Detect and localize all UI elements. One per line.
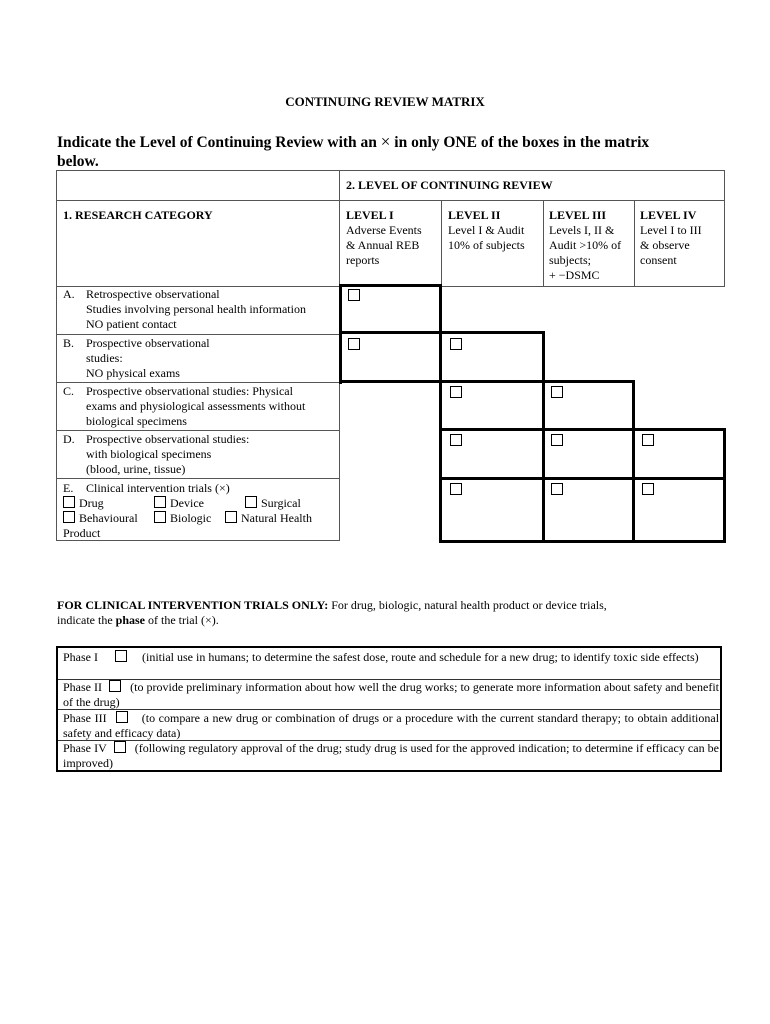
phase-4-desc: (following regulatory approval of the drug; study drug is used for the approved indication; to determine if efficacy can be improved) [63,741,719,770]
trial-type-drug[interactable]: Drug [63,496,104,511]
checkbox-e-level-4[interactable] [642,483,654,495]
checkbox-phase-1[interactable] [115,650,127,662]
checkbox-d-level-2[interactable] [450,434,462,446]
level-header: 2. LEVEL OF CONTINUING REVIEW [346,178,553,192]
checkbox-surgical[interactable] [245,496,257,508]
checkbox-d-level-4[interactable] [642,434,654,446]
level-1-header: LEVEL I Adverse Events & Annual REB reports [346,208,422,267]
instruction [57,132,677,171]
level-4-header: LEVEL IV Level I to III & observe consent [640,208,702,267]
category-a: A. Retrospective observational Studies involving personal health information NO patient contact [63,287,306,331]
checkbox-natural-health[interactable] [225,511,237,523]
checkbox-d-level-3[interactable] [551,434,563,446]
category-d: D. Prospective observational studies: with biological specimens (blood, urine, tissue) [63,432,250,476]
page-title: CONTINUING REVIEW MATRIX [285,94,485,109]
checkbox-b-level-1[interactable] [348,338,360,350]
phase-3-label: Phase III [63,711,107,725]
checkbox-behavioural[interactable] [63,511,75,523]
checkbox-c-level-3[interactable] [551,386,563,398]
category-header: 1. RESEARCH CATEGORY [63,208,213,222]
checkbox-a-level-1[interactable] [348,289,360,301]
phase-2-row [63,680,719,710]
checkbox-b-level-2[interactable] [450,338,462,350]
phase-2-desc: (to provide preliminary information about how well the drug works; to generate more information about safety and benefit of the drug) [63,680,719,709]
trial-type-device[interactable]: Device [154,496,204,511]
trial-type-biologic[interactable]: Biologic [154,511,211,526]
level-3-header: LEVEL III Levels I, II & Audit >10% of subjects; + −DSMC [549,208,622,282]
instruction-part3: below. [57,153,99,170]
phase-1-row [63,650,719,665]
checkbox-device[interactable] [154,496,166,508]
trial-type-surgical[interactable]: Surgical [245,496,301,511]
phase-4-label: Phase IV [63,741,107,755]
clinical-note: FOR CLINICAL INTERVENTION TRIALS ONLY: For drug, biologic, natural health product or device trials, indicate the phase of the trial (×). [57,598,607,627]
trial-type-natural-health[interactable]: Natural Health [225,511,312,526]
checkbox-phase-4[interactable] [114,741,126,753]
phase-4-row [63,741,719,771]
phase-1-label: Phase I [63,650,98,664]
checkbox-e-level-3[interactable] [551,483,563,495]
phase-3-row [63,711,719,741]
phase-1-desc: (initial use in humans; to determine the safest dose, route and schedule for a new drug; to identify toxic side effects) [142,650,699,664]
checkbox-phase-2[interactable] [109,680,121,692]
checkbox-phase-3[interactable] [116,711,128,723]
phase-2-label: Phase II [63,680,103,694]
checkbox-drug[interactable] [63,496,75,508]
checkbox-e-level-2[interactable] [450,483,462,495]
checkbox-c-level-2[interactable] [450,386,462,398]
instruction-part2: in only ONE of the boxes in the matrix [394,134,650,151]
category-b: B. Prospective observational studies: NO physical exams [63,336,210,380]
trial-type-product-label: Product [63,526,101,540]
phase-3-desc: (to compare a new drug or combination of drugs or a procedure with the current standard therapy; to obtain additional safety and efficacy data) [63,711,720,740]
trial-type-behavioural[interactable]: Behavioural [63,511,138,526]
category-e: E. Clinical intervention trials (×) [63,481,230,495]
category-c: C. Prospective observational studies: Physical exams and physiological assessments without biological specimens [63,384,306,428]
instruction-part1: Indicate the Level of Continuing Review with an [57,134,377,151]
checkbox-biologic[interactable] [154,511,166,523]
x-mark-icon: × [380,132,391,151]
level-2-header: LEVEL II Level I & Audit 10% of subjects [448,208,525,252]
